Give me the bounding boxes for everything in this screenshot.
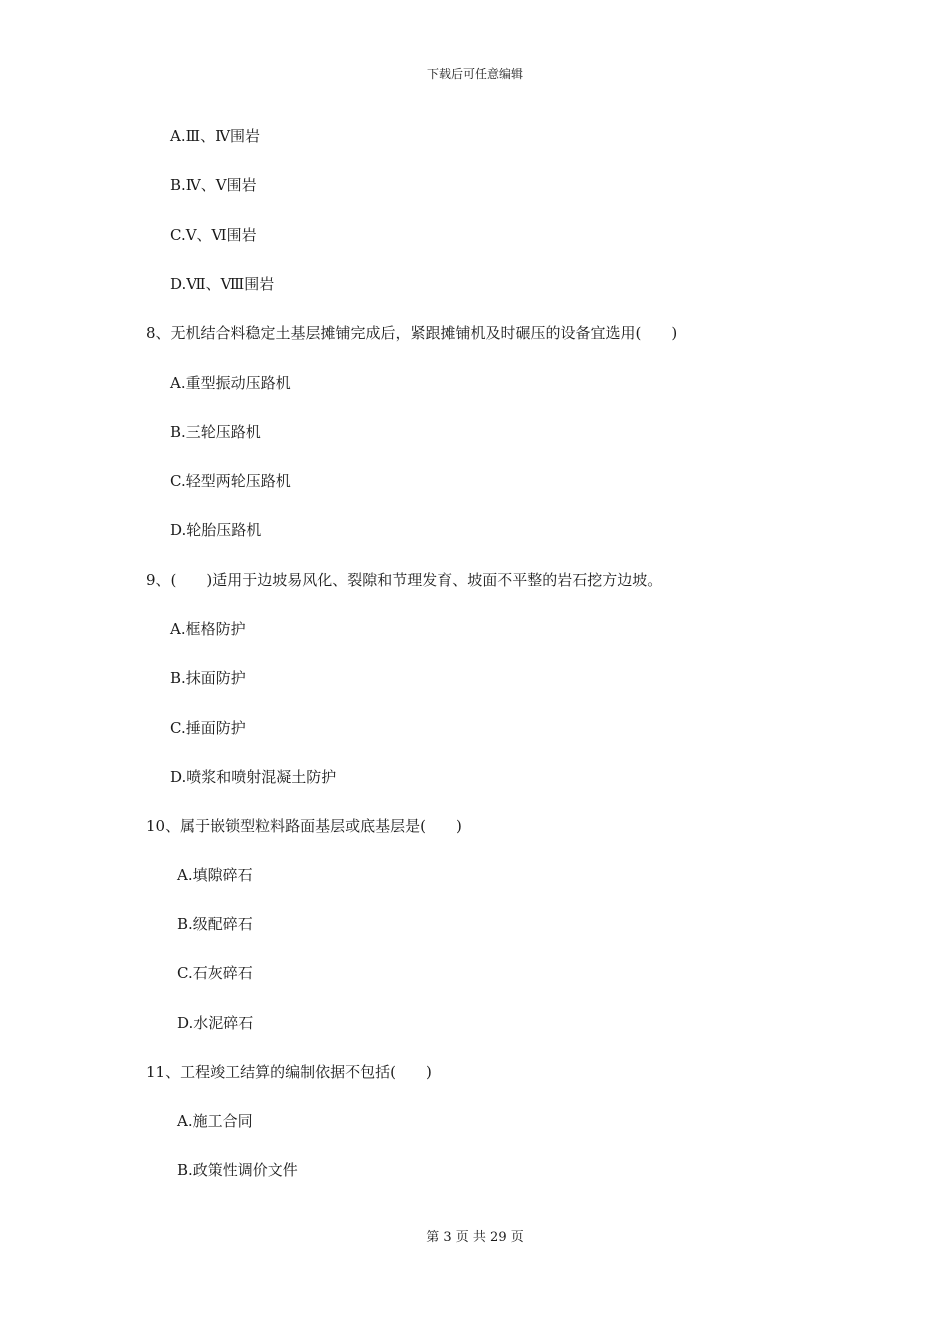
question-10-option-a: A.填隙碎石 [177, 866, 253, 884]
question-9-option-d: D.喷浆和喷射混凝土防护 [170, 768, 337, 786]
question-9-option-a: A.框格防护 [170, 620, 246, 638]
question-10-text: 10、属于嵌锁型粒料路面基层或底基层是( ) [146, 817, 462, 835]
page-footer: 第 3 页 共 29 页 [426, 1230, 524, 1245]
question-10-option-c: C.石灰碎石 [177, 964, 253, 982]
option-continued-c: C.Ⅴ、Ⅵ围岩 [170, 226, 257, 244]
question-11-text: 11、工程竣工结算的编制依据不包括( ) [146, 1063, 432, 1081]
question-9-text: 9、( )适用于边坡易风化、裂隙和节理发育、坡面不平整的岩石挖方边坡。 [146, 571, 663, 589]
question-8-option-d: D.轮胎压路机 [170, 521, 262, 539]
question-8-text: 8、无机结合料稳定土基层摊铺完成后，紧跟摊铺机及时碾压的设备宜选用( ) [146, 324, 678, 342]
option-continued-a: A.Ⅲ、Ⅳ围岩 [170, 127, 261, 145]
question-10-option-d: D.水泥碎石 [177, 1014, 254, 1032]
question-11-option-b: B.政策性调价文件 [177, 1161, 298, 1179]
question-10-option-b: B.级配碎石 [177, 915, 253, 933]
question-9-option-c: C.捶面防护 [170, 719, 246, 737]
question-8-option-c: C.轻型两轮压路机 [170, 472, 291, 490]
question-11-option-a: A.施工合同 [177, 1112, 253, 1130]
question-9-option-b: B.抹面防护 [170, 669, 246, 687]
option-continued-d: D.Ⅶ、Ⅷ围岩 [170, 275, 275, 293]
page-header: 下载后可任意编辑 [426, 67, 523, 81]
question-8-option-b: B.三轮压路机 [170, 423, 261, 441]
option-continued-b: B.Ⅳ、Ⅴ围岩 [170, 176, 257, 194]
question-8-option-a: A.重型振动压路机 [170, 374, 291, 392]
